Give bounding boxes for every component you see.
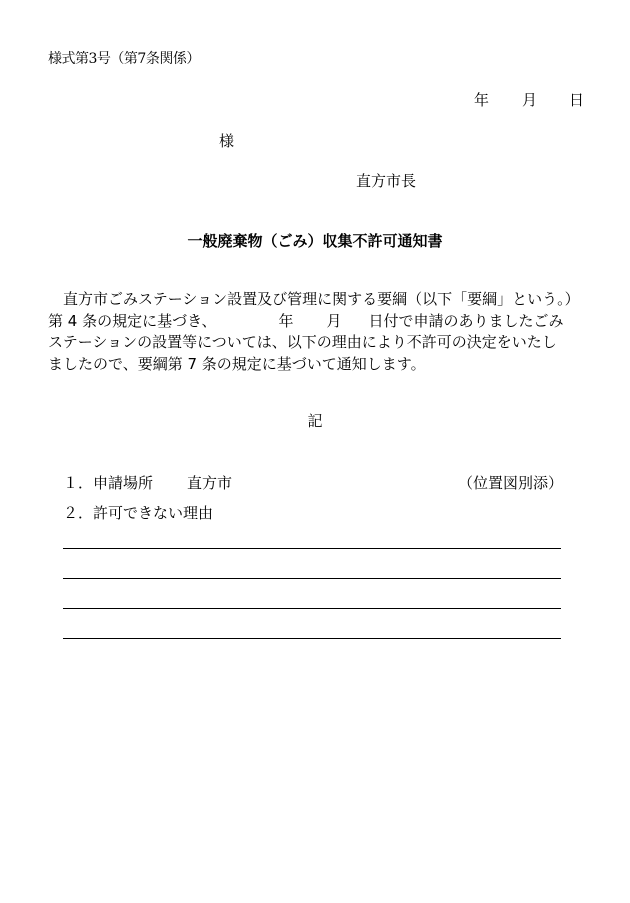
body-line-2-start: 第 4 条の規定に基づき、 xyxy=(48,311,217,330)
body-line-2-end: 日付で申請のありましたごみ xyxy=(368,311,564,330)
body-paragraph xyxy=(48,289,588,375)
date-year-label: 年 xyxy=(474,91,490,109)
issuer-name: 直方市長 xyxy=(356,172,417,190)
item1-note: （位置図別添） xyxy=(458,474,564,492)
item1-value: 直方市 xyxy=(187,474,233,492)
reason-line-3 xyxy=(63,608,561,609)
reason-line-4 xyxy=(63,638,561,639)
reason-line-1 xyxy=(63,548,561,549)
item1-label: １．申請場所 xyxy=(63,474,154,492)
body-line-2-month: 月 xyxy=(326,311,342,330)
ki-heading: 記 xyxy=(307,412,323,430)
document-title: 一般廃棄物（ごみ）収集不許可通知書 xyxy=(187,232,443,250)
reason-line-2 xyxy=(63,578,561,579)
date-day-label: 日 xyxy=(569,91,585,109)
item2-label: ２．許可できない理由 xyxy=(63,504,214,522)
body-line-4: ましたので、要綱第 7 条の規定に基づいて通知します。 xyxy=(48,354,426,373)
date-month-label: 月 xyxy=(522,91,538,109)
body-line-2-year: 年 xyxy=(278,311,294,330)
recipient-honorific: 様 xyxy=(219,132,235,150)
body-line-2 xyxy=(48,311,588,333)
body-line-3: ステーションの設置等については、以下の理由により不許可の決定をいたし xyxy=(48,333,557,351)
form-number: 様式第3号（第7条関係） xyxy=(48,51,200,67)
body-line-1: 直方市ごみステーション設置及び管理に関する要綱（以下「要綱」という。） xyxy=(63,290,580,308)
